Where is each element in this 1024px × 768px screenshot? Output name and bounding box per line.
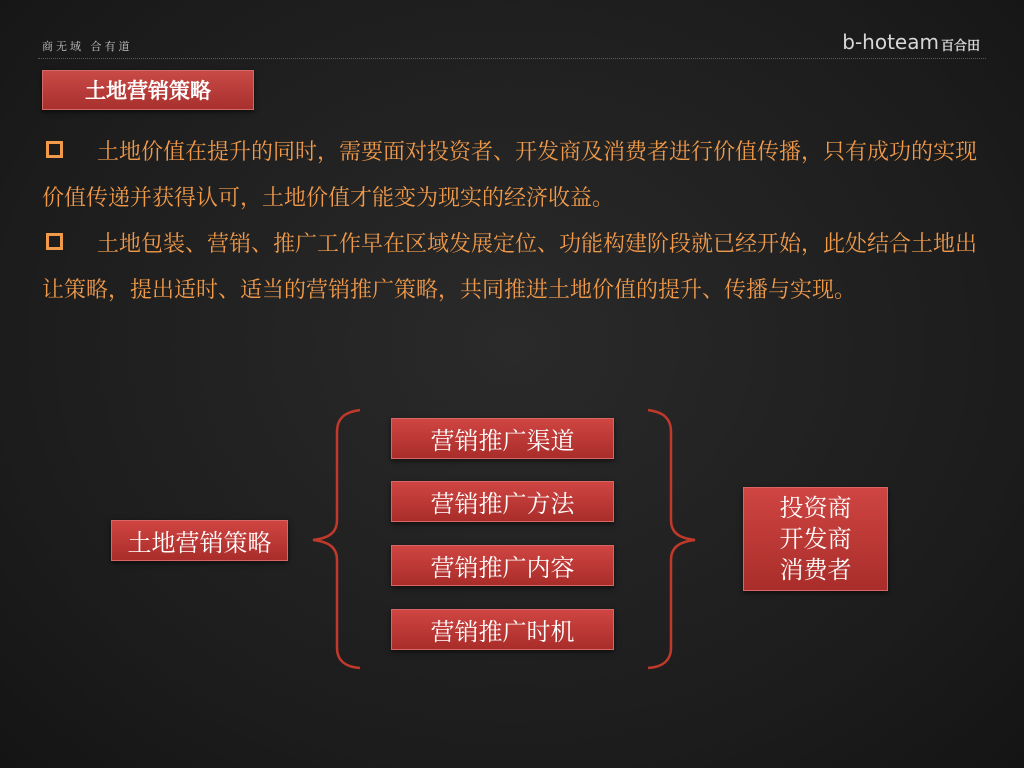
item-timing-box: 营销推广时机	[391, 609, 614, 650]
item-method-box: 营销推广方法	[391, 481, 614, 522]
target-investor: 投资商	[779, 493, 852, 522]
slide-title: 土地营销策略	[42, 70, 254, 110]
item-content-box: 营销推广内容	[391, 545, 614, 586]
target-audience-box	[743, 487, 888, 591]
item-channel-box: 营销推广渠道	[391, 418, 614, 459]
tagline: 商无域 合有道	[42, 40, 133, 53]
root-strategy-box: 土地营销策略	[111, 520, 288, 561]
target-developer: 开发商	[779, 524, 852, 553]
right-brace	[648, 410, 695, 668]
paragraph-1-text: 土地价值在提升的同时，需要面对投资者、开发商及消费者进行价值传播，只有成功的实现价值传递并获得认可，土地价值才能变为现实的经济收益。	[42, 140, 978, 211]
left-brace	[313, 410, 360, 668]
paragraph-2-text: 土地包装、营销、推广工作早在区域发展定位、功能构建阶段就已经开始，此处结合土地出让策略，提出适时、适当的营销推广策略，共同推进土地价值的提升、传播与实现。	[42, 232, 978, 303]
logo-english: b-hoteam	[842, 30, 939, 54]
target-consumer: 消费者	[779, 555, 852, 584]
logo-chinese: 百合田	[940, 38, 980, 54]
